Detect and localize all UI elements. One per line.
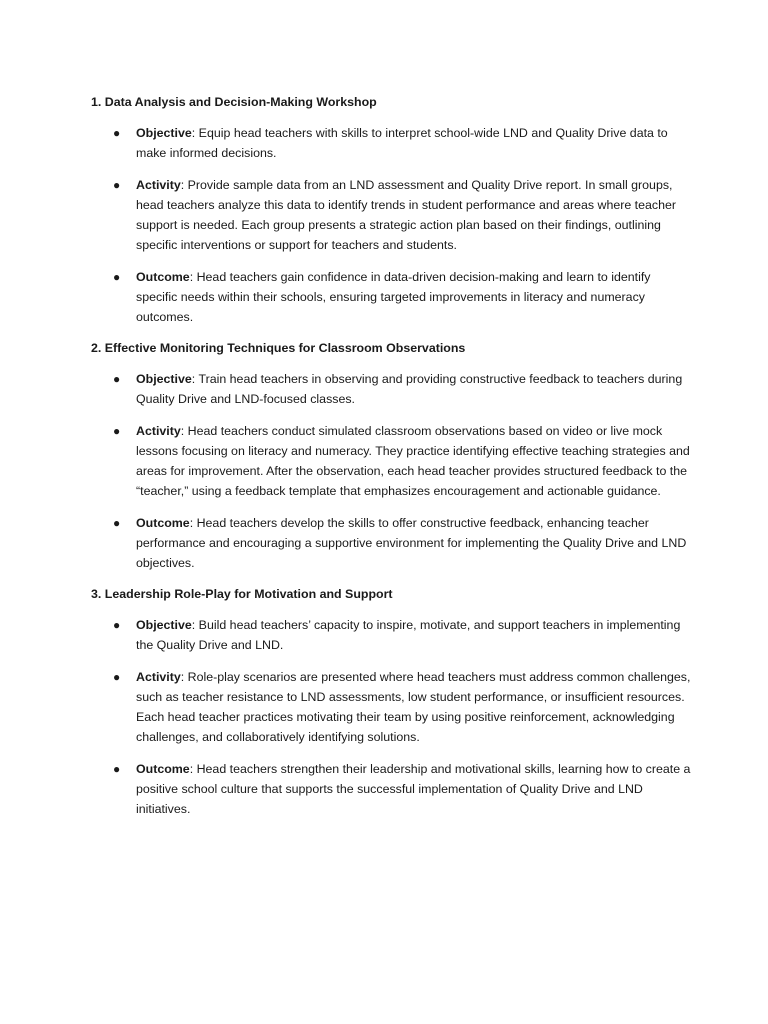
list-item-outcome [91,267,691,327]
bullet-icon: ● [113,270,121,284]
list-item-activity [91,175,691,255]
bullet-list [91,369,691,573]
item-label: Objective [136,126,192,140]
item-label: Objective [136,372,192,386]
section-heading: 3. Leadership Role-Play for Motivation and Support [91,587,393,601]
item-label: Activity [136,424,181,438]
item-text: : Head teachers conduct simulated classroom observations based on video or live mock lessons focusing on literacy and numeracy. They practice identifying effective teaching strategies and areas for improvement. After the observation, each head teacher provides structured feedback to the “teacher,” using a feedback template that emphasizes encouragement and actionable guidance. [136,424,690,498]
item-label: Activity [136,178,181,192]
list-item-activity [91,421,691,501]
bullet-icon: ● [113,670,121,684]
item-text: : Provide sample data from an LND assessment and Quality Drive report. In small groups, head teachers analyze this data to identify trends in student performance and areas where teacher support is needed. Each group presents a strategic action plan based on their findings, outlining specific interventions or support for teachers and students. [136,178,677,252]
section-data-analysis-workshop [91,92,691,327]
document-body [91,92,691,830]
item-text: : Head teachers develop the skills to offer constructive feedback, enhancing teacher performance and encouraging a supportive environment for implementing the Quality Drive and LND objectives. [136,516,687,570]
item-label: Activity [136,670,181,684]
item-text: : Head teachers gain confidence in data-driven decision-making and learn to identify specific needs within their schools, ensuring targeted improvements in literacy and numeracy outcomes. [136,270,651,324]
item-text: : Head teachers strengthen their leadership and motivational skills, learning how to create a positive school culture that supports the successful implementation of Quality Drive and LND initiatives. [136,762,691,816]
bullet-icon: ● [113,126,121,140]
item-label: Objective [136,618,192,632]
item-label: Outcome [136,270,190,284]
item-label: Outcome [136,516,190,530]
section-heading: 1. Data Analysis and Decision-Making Workshop [91,95,377,109]
bullet-icon: ● [113,424,121,438]
item-label: Outcome [136,762,190,776]
list-item-objective [91,123,691,163]
bullet-icon: ● [113,372,121,386]
list-item-outcome [91,513,691,573]
item-text: : Build head teachers’ capacity to inspire, motivate, and support teachers in implementing the Quality Drive and LND. [136,618,681,652]
bullet-icon: ● [113,762,121,776]
list-item-objective [91,615,691,655]
list-item-activity [91,667,691,747]
section-leadership-role-play [91,584,691,819]
bullet-icon: ● [113,516,121,530]
list-item-objective [91,369,691,409]
item-text: : Equip head teachers with skills to interpret school-wide LND and Quality Drive data to make informed decisions. [136,126,668,160]
section-monitoring-techniques [91,338,691,573]
bullet-icon: ● [113,618,121,632]
item-text: : Role-play scenarios are presented where head teachers must address common challenges, such as teacher resistance to LND assessments, low student performance, or insufficient resources. Each head teacher practices motivating their team by using positive reinforcement, acknowledging challenges, and collaboratively identifying solutions. [136,670,691,744]
bullet-list [91,615,691,819]
list-item-outcome [91,759,691,819]
item-text: : Train head teachers in observing and providing constructive feedback to teachers during Quality Drive and LND-focused classes. [136,372,683,406]
section-heading: 2. Effective Monitoring Techniques for Classroom Observations [91,341,466,355]
bullet-list [91,123,691,327]
bullet-icon: ● [113,178,121,192]
